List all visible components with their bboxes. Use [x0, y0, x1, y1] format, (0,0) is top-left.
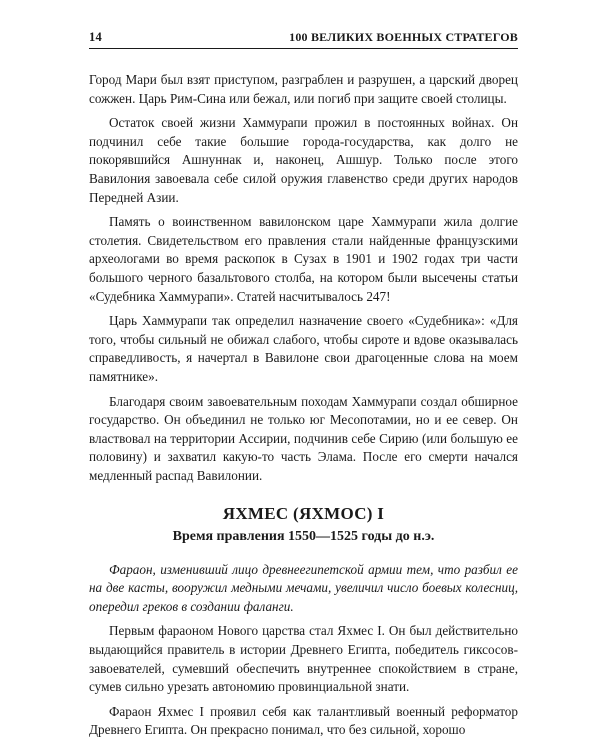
section-title: ЯХМЕС (ЯХМОС) I: [222, 504, 385, 524]
paragraph: Благодаря своим завоевательным походам Хаммурапи создал обширное государство. Он объединил не только юг Месопотамии, но и ее север. Он властвовал на территории Ассирии, подчинив себе Сирию (или большую ее половину) и захватил какую-то часть Элама. После его смерти начался медленный распад Вавилонии.: [89, 393, 518, 483]
book-page: [89, 30, 518, 746]
section-lead: Фараон, изменивший лицо древнеегипетской армии тем, что разбил ее на две касты, вооружил медными мечами, увеличил число боевых колесниц, опередил греков в создании фаланги.: [89, 561, 518, 614]
page-body: [89, 71, 518, 740]
paragraph: Память о воинственном вавилонском царе Хаммурапи жила долгие столетия. Свидетельством его правления стали найденные французскими археологами во время раскопок в Сузах в 1901 и 1902 годах три части большого черного базальтового столба, на котором были высечены статьи «Судебника Хаммурапи». Статей насчитывалось 247!: [89, 214, 518, 304]
paragraph: Фараон Яхмес I проявил себя как талантливый военный реформатор Древнего Египта. Он прекрасно понимал, что без сильной, хорошо: [89, 703, 518, 738]
book-title: 100 ВЕЛИКИХ ВОЕННЫХ СТРАТЕГОВ: [289, 30, 518, 44]
paragraph: Первым фараоном Нового царства стал Яхмес I. Он был действительно выдающийся правитель в истории Древнего Египта, победитель гиксосов-завоевателей, сумевший обеспечить внутреннее спокойствием в стране, сумев сильно урезать автономию провинциальной знати.: [89, 623, 518, 695]
paragraph: Царь Хаммурапи так определил назначение своего «Судебника»: «Для того, чтобы сильный не обижал слабого, чтобы сироте и вдове оказывалась справедливость, я начертал в Вавилоне свои драгоценные слова на моем памятнике».: [89, 313, 518, 384]
page-number: 14: [89, 30, 102, 44]
paragraph: Город Мари был взят приступом, разграблен и разрушен, а царский дворец сожжен. Царь Рим-Сина или бежал, или погиб при защите своей столицы.: [89, 72, 518, 106]
running-header: [89, 30, 518, 49]
section-subtitle: Время правления 1550—1525 годы до н.э.: [172, 529, 435, 545]
paragraph: Остаток своей жизни Хаммурапи прожил в постоянных войнах. Он подчинил себе такие большие города-государства, как долго не покорявшийся Ашнуннак и, наконец, Ашшур. Только после этого Вавилония завоевала себе силой оружия главенство среди других народов Передней Азии.: [89, 115, 518, 205]
